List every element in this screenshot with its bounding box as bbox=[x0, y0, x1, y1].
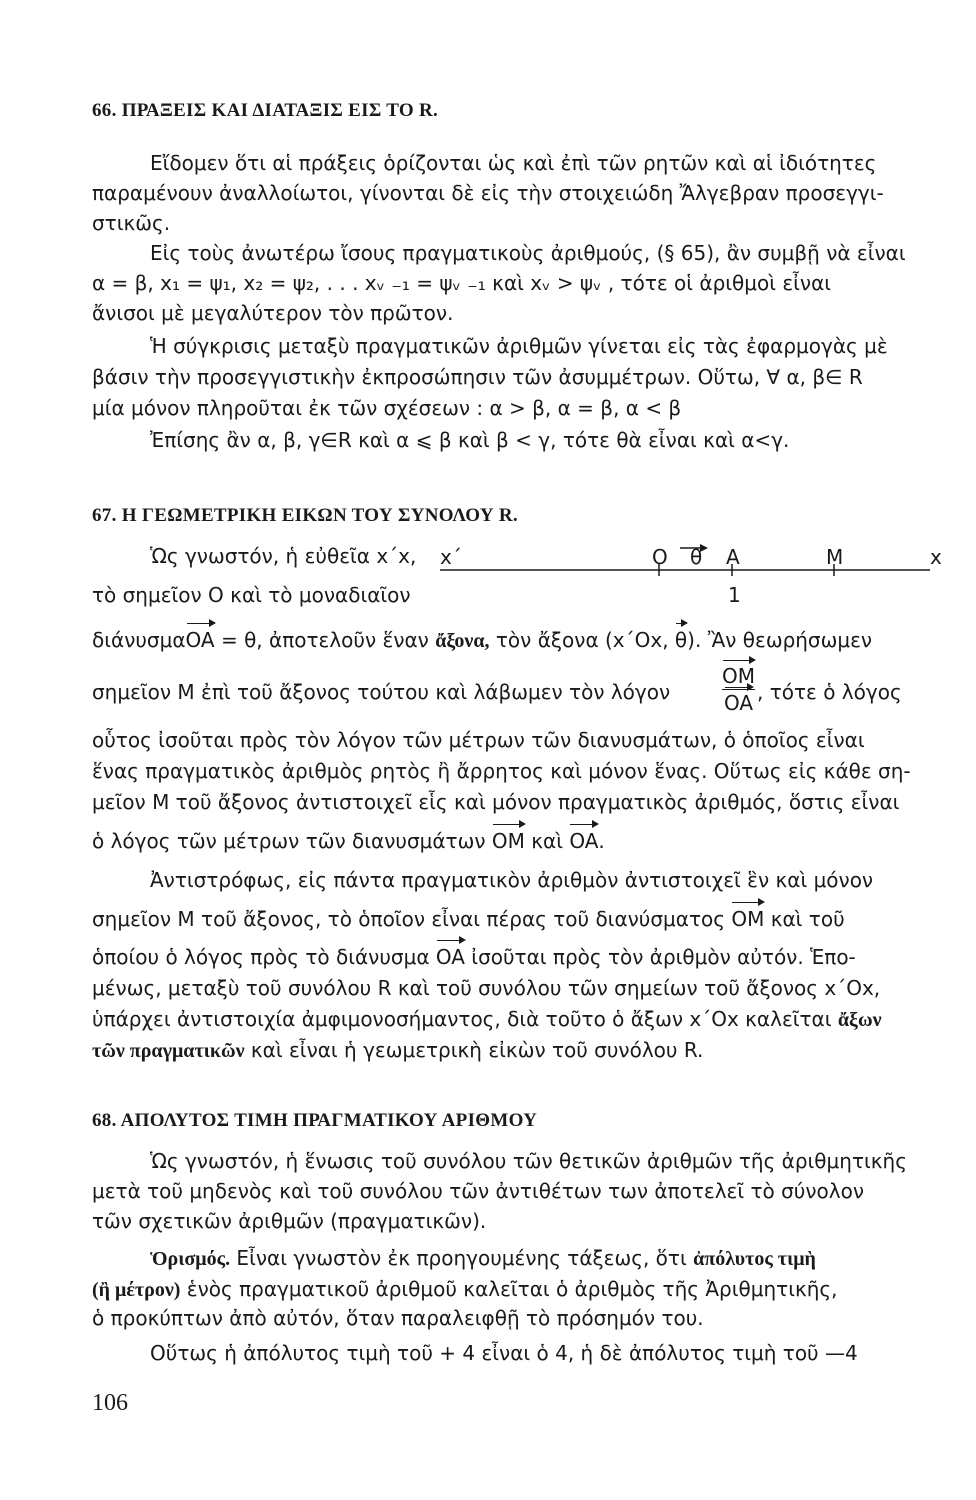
s67-line-2: τὸ σημεῖον O καὶ τὸ μοναδιαῖον bbox=[92, 583, 411, 607]
s66-line-6: ἄνισοι μὲ μεγαλύτερον τὸν πρῶτον. bbox=[92, 301, 454, 325]
s66-line-9: μία μόνον πληροῦται ἐκ τῶν σχέσεων : α > β, α = β, α < β bbox=[92, 396, 682, 420]
s67-line-8 bbox=[92, 828, 605, 854]
s66-line-1: Εἴδομεν ὅτι αἱ πράξεις ὁρίζονται ὡς καὶ ἐπὶ τῶν ρητῶν καὶ αἱ ἰδιότητες bbox=[150, 151, 877, 175]
s67-l3-part-b: = θ, ἀποτελοῦν ἕναν bbox=[214, 628, 436, 652]
axis-label-a: A bbox=[726, 545, 740, 569]
s67-l4-part-a: σημεῖον M ἐπὶ τοῦ ἄξονος τούτου καὶ λάβωμεν τὸν λόγον bbox=[92, 680, 671, 704]
s67-line-3 bbox=[92, 627, 872, 654]
s67-l11-part-b: ἰσοῦται πρὸς τὸν ἀριθμὸν αὐτόν. Ἑπο- bbox=[464, 945, 856, 969]
s67-line-12: μένως, μεταξὺ τοῦ συνόλου R καὶ τοῦ συνόλου τῶν σημείων τοῦ ἄξονος x΄Ox, bbox=[92, 976, 881, 1000]
s66-line-7: Ἡ σύγκρισις μεταξὺ πραγματικῶν ἀριθμῶν γίνεται εἰς τὰς ἐφαρμογὰς μὲ bbox=[150, 334, 888, 358]
vector-om: OM bbox=[491, 829, 525, 853]
vector-oa-3: OA bbox=[435, 945, 465, 969]
vector-om-2: OM bbox=[731, 907, 765, 931]
axis-label-o: O bbox=[652, 545, 668, 569]
s67-line-6: ἕνας πραγματικὸς ἀριθμὸς ρητὸς ἢ ἄρρητος καὶ μόνον ἕνας. Οὕτως εἰς κάθε ση- bbox=[92, 759, 911, 783]
s67-l10-part-a: σημεῖον M τοῦ ἄξονος, τὸ ὁποῖον εἶναι πέρας τοῦ διανύσματος bbox=[92, 907, 732, 931]
s67-line-9: Ἀντιστρόφως, εἰς πάντα πραγματικὸν ἀριθμὸν ἀντιστοιχεῖ ἓν καὶ μόνον bbox=[150, 868, 874, 892]
s68-line-7: Οὕτως ἡ ἀπόλυτος τιμὴ τοῦ + 4 εἶναι ὁ 4, ἡ δὲ ἀπόλυτος τιμὴ τοῦ —4 bbox=[150, 1341, 858, 1365]
s67-line-1: Ὡς γνωστόν, ἡ εὐθεῖα x΄x, bbox=[150, 544, 417, 568]
axis-label-x: x bbox=[930, 545, 942, 569]
s67-line-11 bbox=[92, 944, 856, 970]
vector-oa-2: OA bbox=[569, 829, 599, 853]
vector-theta: θ bbox=[674, 628, 688, 652]
term-axon: ἄξονα, bbox=[435, 630, 490, 652]
s66-line-3: στικῶς. bbox=[92, 211, 171, 235]
s68-line-4 bbox=[150, 1245, 816, 1272]
s67-l3-part-c: τὸν ἄξονα (x΄Ox, bbox=[489, 628, 675, 652]
s66-line-2: παραμένουν ἀναλλοίωτοι, γίνονται δὲ εἰς τὴν στοιχειώδη Ἄλγεβραν προσεγγι- bbox=[92, 181, 884, 205]
term-definition: Ὁρισμός. bbox=[150, 1248, 231, 1270]
section-66-heading: 66. ΠΡΑΞΕΙΣ ΚΑΙ ΔΙΑΤΑΞΙΣ ΕΙΣ ΤΟ R. bbox=[92, 100, 439, 121]
s67-l8-part-a: ὁ λόγος τῶν μέτρων τῶν διανυσμάτων bbox=[92, 829, 492, 853]
s66-line-4: Εἰς τοὺς ἀνωτέρω ἴσους πραγματικοὺς ἀριθμούς, (§ 65), ἂν συμβῇ νὰ εἶναι bbox=[150, 241, 906, 265]
axis-label-unit: 1 bbox=[728, 583, 741, 607]
s67-l3-part-a: διάνυσμα bbox=[92, 628, 186, 652]
s67-line-5: οὗτος ἰσοῦται πρὸς τὸν λόγον τῶν μέτρων τῶν διανυσμάτων, ὁ ὁποῖος εἶναι bbox=[92, 728, 865, 752]
term-measure: (ἢ μέτρον) bbox=[92, 1279, 181, 1301]
s66-line-8: βάσιν τὴν προσεγγιστικὴν ἐκπροσώπησιν τῶν ἀσυμμέτρων. Οὕτω, ∀ α, β∈ R bbox=[92, 365, 863, 389]
s67-l13-part-a: ὑπάρχει ἀντιστοιχία ἀμφιμονοσήμαντος, διὰ τοῦτο ὁ ἄξων x΄Ox καλεῖται bbox=[92, 1007, 838, 1031]
s66-line-10: Ἐπίσης ἂν α, β, γ∈R καὶ α ⩽ β καὶ β < γ, τότε θὰ εἶναι καὶ α<γ. bbox=[150, 428, 790, 452]
s67-l3-part-d: ). Ἂν θεωρήσωμεν bbox=[687, 628, 873, 652]
s67-line-13 bbox=[92, 1006, 882, 1033]
s68-l4-part-b: Εἶναι γνωστὸν ἐκ προηγουμένης τάξεως, ὅτι bbox=[230, 1246, 694, 1270]
ratio-numerator: OM bbox=[722, 664, 755, 688]
section-68-heading: 68. ΑΠΟΛΥΤΟΣ ΤΙΜΗ ΠΡΑΓΜΑΤΙΚΟΥ ΑΡΙΘΜΟΥ bbox=[92, 1110, 538, 1131]
term-real-numbers: τῶν πραγματικῶν bbox=[92, 1040, 245, 1062]
s67-l11-part-a: ὁποίου ὁ λόγος πρὸς τὸ διάνυσμα bbox=[92, 945, 436, 969]
s68-line-2: μετὰ τοῦ μηδενὸς καὶ τοῦ συνόλου τῶν ἀντιθέτων των ἀποτελεῖ τὸ σύνολον bbox=[92, 1179, 865, 1203]
s68-line-5 bbox=[92, 1276, 838, 1303]
s67-line-4-end: , τότε ὁ λόγος bbox=[757, 680, 902, 704]
s68-line-3: τῶν σχετικῶν ἀριθμῶν (πραγματικῶν). bbox=[92, 1209, 487, 1233]
s66-line-5: α = β, x₁ = ψ₁, x₂ = ψ₂, . . . xᵥ ₋₁ = ψᵥ ₋₁ καὶ xᵥ > ψᵥ , τότε οἱ ἀριθμοὶ εἶναι bbox=[92, 271, 832, 295]
term-absolute-value: ἀπόλυτος τιμὴ bbox=[693, 1248, 816, 1270]
ratio-om-oa bbox=[722, 664, 755, 715]
vector-oa: OA bbox=[185, 628, 215, 652]
axis-label-theta: θ bbox=[690, 545, 703, 569]
ratio-denominator: OA bbox=[723, 691, 754, 715]
s68-l5-part-b: ἑνὸς πραγματικοῦ ἀριθμοῦ καλεῖται ὁ ἀριθμὸς τῆς Ἀριθμητικῆς, bbox=[180, 1277, 838, 1301]
section-67-heading: 67. Η ΓΕΩΜΕΤΡΙΚΗ ΕΙΚΩΝ ΤΟΥ ΣΥΝΟΛΟΥ R. bbox=[92, 505, 518, 526]
s67-line-4 bbox=[92, 679, 670, 705]
s67-l8-part-c: . bbox=[598, 829, 605, 853]
s67-l14-part-b: καὶ εἶναι ἡ γεωμετρικὴ εἰκὼν τοῦ συνόλου R. bbox=[244, 1038, 704, 1062]
s67-line-10 bbox=[92, 906, 845, 932]
s67-line-7: μεῖον M τοῦ ἄξονος ἀντιστοιχεῖ εἷς καὶ μόνον πραγματικὸς ἀριθμός, ὅστις εἶναι bbox=[92, 790, 900, 814]
page-number: 106 bbox=[92, 1390, 128, 1416]
s67-l10-part-b: καὶ τοῦ bbox=[764, 907, 845, 931]
axis-label-m: M bbox=[826, 545, 844, 569]
axis-label-x-prime: x΄ bbox=[440, 545, 462, 569]
s67-l8-part-b: καὶ bbox=[524, 829, 570, 853]
term-axon-2: ἄξων bbox=[837, 1009, 882, 1031]
s68-line-6: ὁ προκύπτων ἀπὸ αὐτόν, ὅταν παραλειφθῇ τὸ πρόσημόν του. bbox=[92, 1306, 704, 1330]
s68-line-1: Ὡς γνωστόν, ἡ ἕνωσις τοῦ συνόλου τῶν θετικῶν ἀριθμῶν τῆς ἀριθμητικῆς bbox=[150, 1149, 907, 1173]
s67-line-14 bbox=[92, 1037, 703, 1064]
